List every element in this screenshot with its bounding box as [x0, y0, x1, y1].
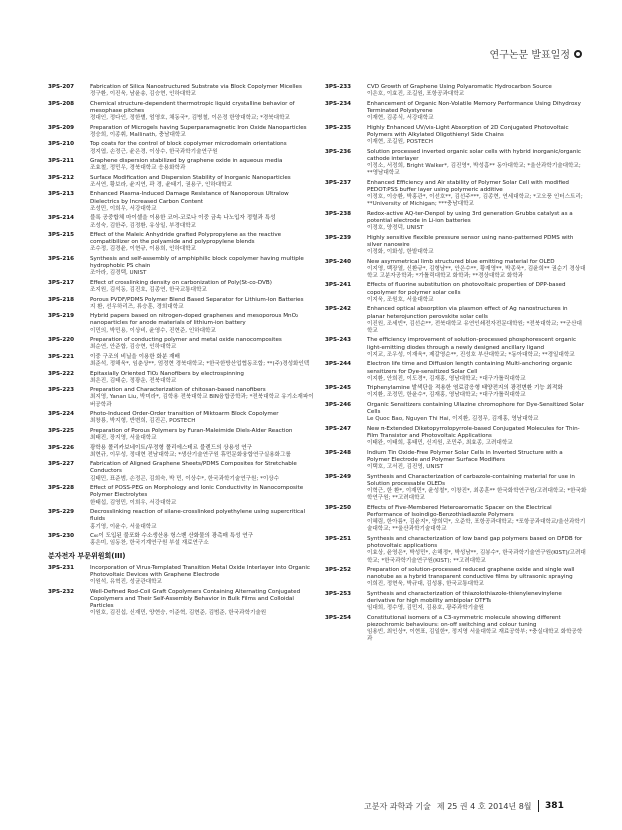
- footer-journal: 고분자 과학과 기술: [364, 801, 431, 811]
- entry-authors: 이재현, 김종식, 서강대학교: [367, 115, 434, 122]
- program-entry: [325, 361, 587, 383]
- program-entry: [325, 385, 587, 399]
- entry-authors: 이진원, 조세빈*, 김선순**, 전북대학교 유연인쇄전자전문대학원; *전북대학교; **군산대학교: [367, 320, 582, 334]
- entry-id: 3PS-221: [48, 353, 75, 360]
- entry-title: Enhanced optical absorption via plasmon effect of Ag nanostructures in planar heterojunction perovskite solar cells: [367, 306, 568, 320]
- entry-body: [367, 450, 587, 472]
- entry-title: Fabrication of Silica Nanostructured Substrate via Block Copolymer Micelles: [90, 84, 302, 90]
- entry-body: [90, 125, 318, 139]
- entry-body: [90, 297, 318, 311]
- entry-title: The efficiency improvement of solution-processed phosphorescent organic light-emitting diodes through a newly designed ancillary ligand: [367, 337, 577, 351]
- entry-authors: 이정화, 이화성, 한밭대학교: [367, 249, 434, 256]
- entry-authors: 최순연, 안준합, 김승현, 인하대학교: [90, 344, 177, 351]
- entry-id: 3PS-226: [48, 444, 75, 451]
- entry-title: Top coats for the control of block copolymer microdomain orientations: [90, 141, 287, 148]
- footer-divider: [538, 800, 540, 812]
- entry-body: [367, 125, 587, 147]
- entry-id: 3PS-235: [325, 124, 352, 131]
- program-entry: [325, 282, 587, 304]
- program-entry: [325, 474, 587, 503]
- program-entry: [48, 313, 318, 335]
- program-entry: [48, 485, 318, 507]
- entry-id: 3PS-249: [325, 473, 352, 480]
- entry-body: [367, 282, 587, 304]
- program-entry: [48, 509, 318, 531]
- entry-body: [367, 259, 587, 281]
- entry-authors: 이원석, 유혁진, 성균관대학교: [90, 579, 162, 586]
- entry-id: 3PS-208: [48, 100, 75, 107]
- entry-authors: 임용빈, 최인상*, 이현표, 김일한*, 정지영 서울대학교 재료공학부; *충실대학교 화학공학과: [367, 629, 583, 643]
- entry-authors: 임대희, 정수영, 김민지, 김용호, 광주과학기술원: [367, 605, 484, 612]
- entry-body: [367, 149, 587, 178]
- entry-body: [367, 591, 587, 613]
- entry-title: Triphenylamine 발색단을 적용한 염료감응형 태양전지의 광전변환 기능 최적화: [367, 385, 563, 392]
- program-entry: [48, 232, 318, 254]
- entry-id: 3PS-224: [48, 411, 75, 418]
- entry-body: [367, 306, 587, 335]
- entry-body: [90, 387, 318, 409]
- entry-title: Incorporation of Virus-Templated Transition Metal Oxide Interlayer into Organic Photovoltaic Devices with Graphene Electrode: [90, 564, 311, 578]
- entry-id: 3PS-213: [48, 191, 75, 198]
- entry-id: 3PS-233: [325, 84, 352, 90]
- entry-title: Enhanced Efficiency and Air stability of Polymer Solar Cell with modified PEDOT:PSS buffer layer using polymeric additive: [367, 179, 569, 193]
- entry-title: Photo-Induced Order-Order transition of Miktoarm Block Copolymer: [90, 411, 279, 418]
- entry-id: 3PS-231: [48, 564, 75, 571]
- entry-body: [367, 361, 587, 383]
- entry-title: Synthesis and characterization of low band gap polymers based on DFDB for photovoltaic applications: [367, 535, 583, 550]
- entry-authors: 조수정, 김경윤, 이현규, 이용희, 인하대학교: [90, 246, 197, 253]
- entry-title: Synthesis and self-assembly of amphiphilic block copolymer having multiple hydrophobic PS chain: [90, 255, 304, 270]
- program-entry: [48, 215, 318, 229]
- entry-authors: 지 환, 선우하리즈, 류승훈, 경희대학교: [90, 303, 184, 310]
- entry-title: Redox-active AQ-ter-Denpol by using 3rd generation Grubbs catalyst as a potential electrode in Li-ion batteries: [367, 210, 573, 224]
- program-entry: [48, 445, 318, 459]
- entry-title: Synthesis and characterization of thiazolothiazole-thienylenevinylene derivative for high mobility ambipolar OTFTs: [367, 590, 562, 605]
- entry-title: Graphene dispersion stabilized by graphene oxide in aqueous media: [90, 158, 283, 165]
- entry-body: [90, 509, 318, 531]
- entry-id: 3PS-211: [48, 158, 75, 165]
- entry-body: [90, 533, 318, 547]
- entry-body: [367, 235, 587, 257]
- program-entry: [48, 101, 318, 123]
- program-entry: [48, 141, 318, 155]
- program-entry: [48, 256, 318, 278]
- entry-id: 3PS-215: [48, 232, 75, 239]
- entry-id: 3PS-228: [48, 485, 75, 492]
- entry-id: 3PS-240: [325, 258, 352, 265]
- entry-authors: 홍기영, 이윤수, 서울대학교: [90, 523, 157, 530]
- entry-authors: Le Quoc Bao, Nguyen Thi Hai, 이지환, 김정무, 김재홍, 영남대학교: [367, 416, 539, 423]
- entry-id: 3PS-239: [325, 234, 352, 241]
- program-entry: [48, 533, 318, 547]
- program-entry: [325, 149, 587, 178]
- entry-id: 3PS-214: [48, 215, 75, 222]
- entry-title: Chemical structure-dependent thermotropic liquid crystalline behavior of mesophase pitches: [90, 100, 295, 114]
- entry-title: Epitaxially Oriented TiO₂ Nanofibers by electrospinning: [90, 370, 244, 377]
- program-entry: [48, 565, 318, 587]
- entry-id: 3PS-247: [325, 425, 352, 432]
- entry-id: 3PS-217: [48, 279, 75, 286]
- entry-title: Preparation of Microgels having Superparamagnetic Iron Oxide Nanoparticles: [90, 124, 307, 131]
- entry-body: [90, 232, 318, 254]
- entry-body: [367, 101, 587, 123]
- entry-body: [90, 84, 318, 98]
- entry-title: Synthesis and Characterization of carbazole-containing material for use in Solution processable OLEDs: [367, 473, 575, 487]
- entry-id: 3PS-220: [48, 337, 75, 344]
- entry-id: 3PS-212: [48, 174, 75, 181]
- entry-authors: 최지영, Yanan Liu, 박미라*, 김학용 전북대학교 BIN융합공학과; *전북대학교 유기소재파이버공학과: [90, 394, 314, 408]
- entry-body: [90, 485, 318, 507]
- entry-authors: 이지환, 조정민, 한윤수*, 김재홍, 영남대학교; *대구가톨릭대학교: [367, 392, 526, 399]
- program-entry: [48, 158, 318, 172]
- entry-title: Constitutional isomers of a C3-symmetric molecule showing different piezochromic behaviours: on-off switching and colour tuning: [367, 614, 561, 629]
- entry-id: 3PS-236: [325, 148, 352, 155]
- entry-title: CVD Growth of Graphene Using Polyaromatic Hydrocarbon Source: [367, 84, 552, 90]
- entry-title: Fabrication of Aligned Graphene Sheets/PDMS Composites for Stretchable Conductors: [90, 461, 297, 475]
- entry-body: [90, 445, 318, 459]
- entry-title: Effect of the Maleic Anhydride grafted Polypropylene as the reactive compatibilizer on the polyamide and polypropylene blends: [90, 232, 282, 246]
- entry-id: 3PS-237: [325, 179, 352, 186]
- entry-authors: 이민의, 박민용, 이상비, 윤영수, 진현준, 인하대학교: [90, 327, 216, 334]
- entry-authors: 이지교, 조우성, 이재욱*, 제갈영순**, 진성호 부산대학교; *동아대학교; **경일대학교: [367, 351, 575, 358]
- entry-authors: 이혁근, 한 환*, 이재민*, 윤성철*, 이창진*, 최종훈** 한국화학연구원/고려대학교; *한국화학연구원; **고려대학교: [367, 488, 587, 502]
- program-entry: [48, 371, 318, 385]
- entry-title: Preparation of solution-processed reduced graphene oxide and single wall nanotube as a hybrid transparent conductive films by ultrasonic spraying: [367, 567, 575, 581]
- entry-body: [367, 385, 587, 399]
- entry-authors: 조성민, 이희우, 서강대학교: [90, 205, 157, 212]
- entry-id: 3PS-227: [48, 461, 75, 468]
- program-entry: [325, 125, 587, 147]
- ring-icon: [574, 50, 582, 58]
- program-entry: [48, 387, 318, 409]
- entry-id: 3PS-207: [48, 84, 75, 90]
- entry-body: [367, 567, 587, 589]
- program-entry: [48, 191, 318, 213]
- entry-id: 3PS-219: [48, 313, 75, 320]
- entry-body: [90, 175, 318, 189]
- entry-authors: 이원호, 김진섭, 신재민, 양현승, 이준혁, 김현준, 김범준, 한국과학기술원: [90, 610, 267, 617]
- entry-authors: 정승희, 이종휘, Mallinath, 충남대학교: [90, 131, 186, 138]
- entry-body: [90, 141, 318, 155]
- entry-id: 3PS-248: [325, 449, 352, 456]
- entry-body: [90, 215, 318, 229]
- entry-title: Enhancement of Organic Non-Volatile Memory Performance Using Dihydroxy Terminated Polystyrene: [367, 100, 581, 114]
- entry-title: Preparation of Porous Polymers by Furan-Maleimide Diels-Alder Reaction: [90, 427, 293, 434]
- entry-authors: 이정호, 이승환, 박홍관*, 이선호**, 김선주***, 김종현, 연세대학교; *고오풍 인터스트리; **University of Michigan; ***충남대학교: [367, 194, 583, 208]
- entry-body: [90, 354, 318, 368]
- program-entry: [48, 175, 318, 189]
- entry-title: Effects of fluorine substitution on photovoltaic properties of DPP-based copolymer for polymer solar cells: [367, 282, 566, 296]
- entry-body: [367, 474, 587, 503]
- entry-id: 3PS-230: [48, 533, 75, 539]
- entry-title: C₆₀이 도입된 불포화 수소생산용 헝스벤 산화물의 광촉매 특성 연구: [90, 533, 254, 539]
- entry-title: 블록 공중합체 마이셀을 이용한 코어-코로나 이중 금속 나노입자 정렬과 특성: [90, 215, 276, 222]
- entry-id: 3PS-225: [48, 427, 75, 434]
- entry-body: [90, 158, 318, 172]
- entry-authors: 조지원, 김석동, 김진호, 김종연, 한국교통대학교: [90, 287, 207, 294]
- entry-body: [367, 211, 587, 233]
- program-entry: [325, 505, 587, 534]
- entry-authors: 이정호, 양정덕, UNIST: [367, 225, 424, 232]
- entry-id: 3PS-253: [325, 590, 352, 597]
- entry-title: Well-Defined Rod-Coil Graft Copolymers Containing Alternating Conjugated Copolymers and Their Self-Assembly Behavior in Bulk Films and Colloidal Particles: [90, 588, 301, 609]
- entry-title: Enhanced Plasma-Induced Damage Resistance of Nanoporous Ultralow Dielectrics by Increased Carbon Content: [90, 191, 289, 205]
- entry-authors: 최은진, 김태순, 정광운, 전북대학교: [90, 377, 177, 384]
- entry-authors: 김태민, 표준범, 손정곤, 김희숙, 박 민, 이상수*, 한국과학기술연구원; *이상수: [90, 475, 280, 482]
- entry-body: [90, 428, 318, 442]
- entry-title: New π-Extended Diketopyrrolopyrrole-based Conjugated Molecules for Thin-Film Transistor and Photovoltaic Applications: [367, 425, 580, 440]
- program-entry: [48, 125, 318, 139]
- entry-body: [367, 505, 587, 534]
- entry-id: 3PS-252: [325, 567, 352, 574]
- program-entry: [325, 180, 587, 209]
- entry-authors: 이혜림, 한아름*, 김윤지*, 양희덕*, 오준학, 포항공과대학교; *포항공과대학교/울산과학기술대학교; **울산과학기술대학교: [367, 519, 586, 533]
- program-entry: [325, 450, 587, 472]
- program-entry: [325, 337, 587, 359]
- entry-authors: 이지환, 안희진, 이도경*, 김재홍, 영남대학교; *대구가톨릭대학교: [367, 375, 526, 382]
- entry-body: [367, 180, 587, 209]
- entry-authors: 조효철, 정민우, 경북대학교 응용화학과: [90, 165, 186, 172]
- entry-title: Highly Enhanced UV/vis-Light Absorption of 2D Conjugated Photovoltaic Polymers with Alkylated Oligothienyl Side Chains: [367, 124, 569, 138]
- entry-id: 3PS-218: [48, 296, 75, 303]
- entry-body: [367, 402, 587, 424]
- program-entry: [325, 567, 587, 589]
- entry-title: Preparation of conducting polymer and metal oxide nanocomposites: [90, 337, 282, 344]
- entry-id: 3PS-216: [48, 255, 75, 262]
- entry-title: Organic Sensitizers containing Ullazine chromophore for Dye-Sensitized Solar Cells: [367, 401, 585, 416]
- entry-id: 3PS-254: [325, 614, 352, 621]
- program-entry: [325, 235, 587, 257]
- entry-title: 광학용 폴리카보네이트/무정형 폴리에스테르 블렌드의 상용성 연구: [90, 444, 253, 451]
- page-footer: [364, 800, 564, 812]
- program-entry: [325, 101, 587, 123]
- entry-authors: 최준석, 정해욱*, 임춘상**, 엄정현 경북대학교; *한국한방산업협동조합; **(주)경성화인텍: [90, 361, 310, 368]
- entry-authors: 조아라, 김경택, UNIST: [90, 270, 147, 277]
- entry-body: [90, 101, 318, 123]
- entry-title: Preparation and Characterization of chitosan-based nanofibers: [90, 387, 266, 394]
- entry-id: 3PS-222: [48, 370, 75, 377]
- entry-id: 3PS-229: [48, 509, 75, 516]
- entry-body: [367, 84, 587, 98]
- entry-title: Effect of POSS-PEG on Morphology and Ionic Conductivity in Nanocomposite Polymer Electrolytes: [90, 485, 304, 499]
- entry-authors: 이지욱, 조원호, 서울대학교: [367, 296, 434, 303]
- program-entry: [48, 297, 318, 311]
- entry-title: Decrosslinking reaction of silane-crosslinked polyethylene using supercritical fluids: [90, 509, 306, 523]
- left-column: [48, 84, 318, 620]
- program-entry: [48, 461, 318, 483]
- page-number: 381: [545, 801, 564, 811]
- header-title: 연구논문 발표일정: [489, 50, 570, 61]
- program-entry: [48, 84, 318, 98]
- section-title: 분자전자 부문위원회(III): [48, 552, 126, 561]
- entry-authors: 이효상, 윤영은*, 박성민*, 손해정*, 박성남**, 김봉수*, 한국과학기술연구원(KIST)/고려대학교; *한국과학기술연구원(KIST); **고려대학교: [367, 550, 586, 564]
- entry-authors: 조성숙, 김한주, 김정환, 유상일, 부경대학교: [90, 222, 197, 229]
- entry-id: 3PS-234: [325, 100, 352, 107]
- program-entry: [48, 589, 318, 618]
- program-entry: [48, 411, 318, 425]
- program-entry: [325, 306, 587, 335]
- entry-body: [90, 313, 318, 335]
- entry-title: Electron life time and Diffusion length containing Multi-anchoring organic sensitizers for Dye-sensitized Solar Cell: [367, 361, 573, 375]
- entry-authors: 최태진, 장지영, 서울대학교: [90, 435, 157, 442]
- entry-authors: 이지영, 백장열, 신환규*, 김형남**, 안은수**, 황재영**, 박종욱*, 김윤희** 권순기 경상대학교 고분자공학과; *가톨릭대학교 화학과; **경상대학교 화학과: [367, 265, 586, 279]
- entry-body: [90, 371, 318, 385]
- entry-authors: 정지엽, 손정근, 윤은경, 이상수, 한국과학기술연구원: [90, 148, 218, 155]
- entry-body: [90, 337, 318, 351]
- program-entry: [325, 84, 587, 98]
- entry-title: Surface Modification and Dispersion Stability of Inorganic Nanoparticles: [90, 174, 291, 181]
- entry-authors: 이은호, 이효진, 조길원, 포항공과대학교: [367, 91, 465, 98]
- entry-id: 3PS-242: [325, 306, 352, 313]
- entry-id: 3PS-251: [325, 535, 352, 542]
- entry-id: 3PS-232: [48, 588, 75, 595]
- entry-id: 3PS-243: [325, 337, 352, 344]
- entry-authors: 홍은미, 임동찬, 한국기계연구원 부설 재료연구소: [90, 540, 209, 547]
- entry-body: [367, 615, 587, 644]
- entry-id: 3PS-246: [325, 401, 352, 408]
- entry-id: 3PS-209: [48, 124, 75, 131]
- entry-authors: 최창룡, 박지형, 반변희, 김진곤, POSTECH: [90, 418, 196, 425]
- entry-id: 3PS-244: [325, 361, 352, 368]
- footer-issue: 제 25 권 4 호 2014년 8월: [436, 801, 532, 811]
- entry-body: [90, 280, 318, 294]
- entry-body: [90, 461, 318, 483]
- entry-title: Highly sensitive flexible pressure sensor using nano-patterned PDMS with silver nanowire: [367, 234, 574, 248]
- entry-title: Effects of Five-Membered Heteroaromatic Spacer on the Electrical Performance of Isoindigo-Benzothiadiazole Polymers: [367, 504, 552, 519]
- program-entry: [325, 211, 587, 233]
- entry-id: 3PS-241: [325, 282, 352, 289]
- entry-body: [90, 256, 318, 278]
- right-column: [325, 84, 587, 646]
- entry-body: [90, 411, 318, 425]
- entry-body: [90, 191, 318, 213]
- program-entry: [325, 259, 587, 281]
- entry-authors: 이희진, 정현욱, 박규대, 김성룡, 한국교통대학교: [367, 581, 484, 588]
- entry-authors: 이택호, 고서진, 김진영, UNIST: [367, 464, 444, 471]
- entry-body: [367, 536, 587, 565]
- program-entry: [48, 337, 318, 351]
- program-entry: [325, 426, 587, 448]
- entry-body: [367, 337, 587, 359]
- entry-id: 3PS-245: [325, 385, 352, 392]
- entry-title: Hybrid papers based on nitrogen-doped graphenes and mesoporous MnO₂ nanoparticles for anode materials of lithium-ion battery: [90, 313, 299, 327]
- entry-authors: 정구환, 이진욱, 남윤송, 김승현, 인하대학교: [90, 91, 197, 98]
- entry-id: 3PS-210: [48, 141, 75, 148]
- entry-body: [367, 426, 587, 448]
- entry-body: [90, 565, 318, 587]
- entry-title: New asymmetrical limb structured blue emitting material for OLED: [367, 258, 555, 265]
- entry-id: 3PS-223: [48, 387, 75, 394]
- program-entry: [325, 615, 587, 644]
- program-entry: [325, 591, 587, 613]
- program-entry: [48, 280, 318, 294]
- entry-title: Porous PVDF/PDMS Polymer Blend Based Separator for Lithium-Ion Batteries: [90, 296, 304, 303]
- entry-authors: 정대인, 정다인, 정한별, 엄영호, 채동국*, 김병철, 이은정 한양대학교; *경북대학교: [90, 115, 290, 122]
- program-entry: [325, 402, 587, 424]
- program-entry: [325, 536, 587, 565]
- entry-id: 3PS-250: [325, 504, 352, 511]
- entry-authors: 이재현, 조길원, POSTECH: [367, 139, 433, 146]
- program-entry: [48, 428, 318, 442]
- entry-title: Solution processed inverted organic solar cells with hybrid inorganic/organic cathode interlayer: [367, 148, 581, 162]
- page-header: [490, 46, 582, 61]
- entry-authors: 최현규, 이무성, 정대현 전남대학교; *생산기술연구원 휴먼문화융합연구실용화그룹: [90, 451, 291, 458]
- entry-body: [90, 589, 318, 618]
- entry-id: 3PS-238: [325, 210, 352, 217]
- entry-authors: 한태섭, 김영민, 이희우, 서강대학교: [90, 499, 177, 506]
- entry-authors: 조서연, 황보라, 윤지연, 곽 경, 윤태기, 권용구, 인하대학교: [90, 181, 232, 188]
- entry-title: 이중 구조의 비닐을 이용한 화분 재배: [90, 353, 180, 360]
- entry-title: Effect of crosslinking density on carbonization of Poly(St-co-DVB): [90, 279, 272, 286]
- program-entry: [48, 354, 318, 368]
- entry-authors: 이태완, 이태희, 홍태민, 신지원, 조민주, 최효종, 고려대학교: [367, 440, 513, 447]
- entry-authors: 이정소, 서정희, Bright Walker*, 김진영*, 박성흠** 동아대학교; *울산과학기술대학교; **영남대학교: [367, 162, 581, 177]
- entry-title: Indium Tin Oxide-Free Polymer Solar Cells in Inverted Structure with a Polymer Electrode and Polymer Surface Modifiers: [367, 449, 563, 463]
